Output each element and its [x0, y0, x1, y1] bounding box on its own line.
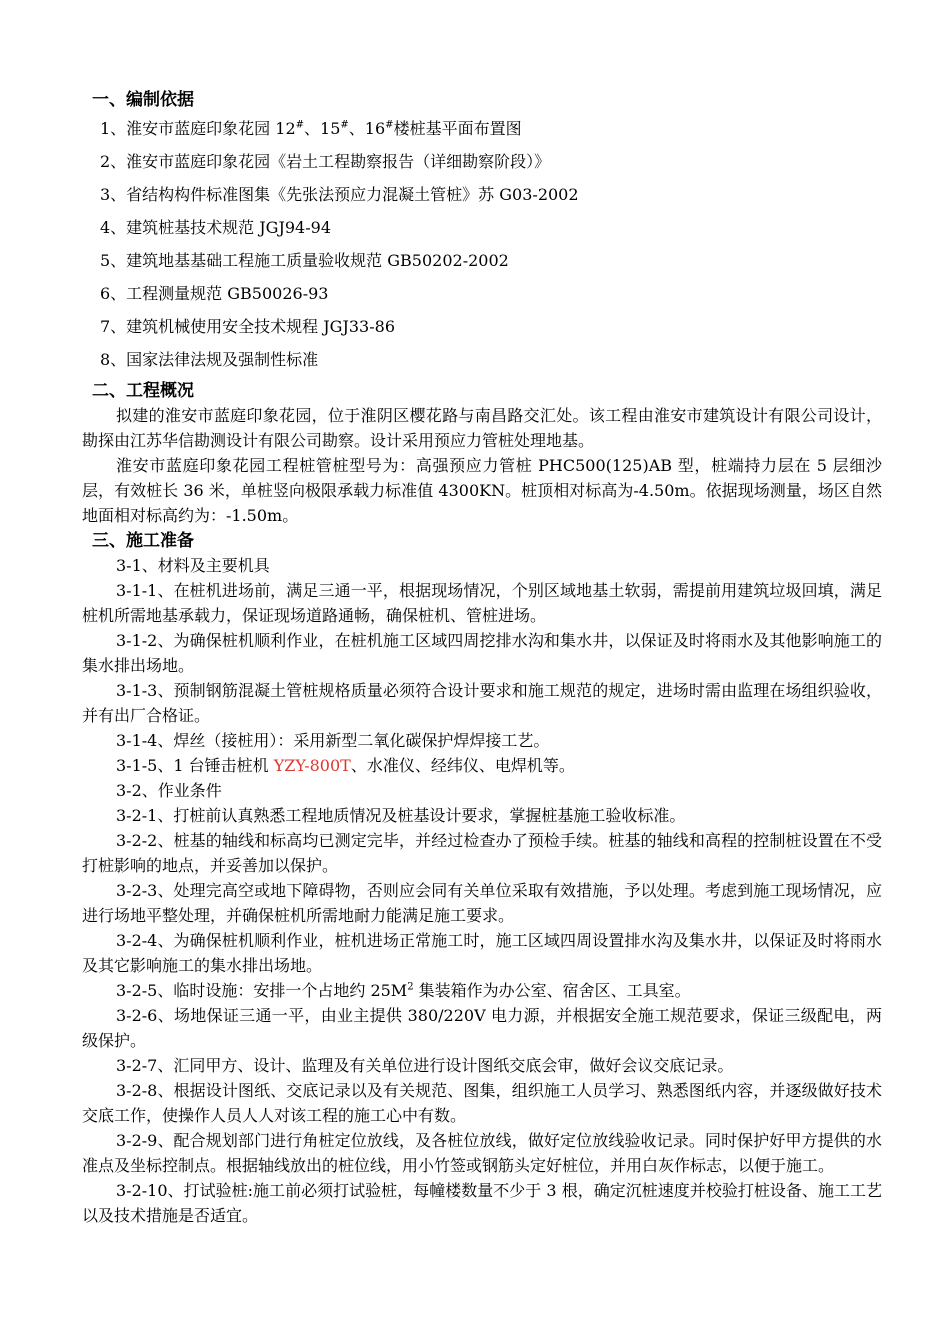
overview-paragraph-1: 拟建的淮安市蓝庭印象花园，位于淮阴区樱花路与南昌路交汇处。该工程由淮安市建筑设计有限公司设计，勘探由江苏华信勘测设计有限公司勘察。设计采用预应力管桩处理地基。 [82, 406, 882, 450]
basis-item-6: 6、工程测量规范 GB50026-93 [100, 284, 329, 303]
paragraph-3-2-8: 3-2-8、根据设计图纸、交底记录以及有关规范、图集，组织施工人员学习、熟悉图纸内容，并逐级做好技术交底工作，使操作人员人人对该工程的施工心中有数。 [82, 1081, 882, 1125]
paragraph-3-1-1: 3-1-1、在桩机进场前，满足三通一平，根据现场情况，个别区域地基土软弱，需提前用建筑垃圾回填，满足桩机所需地基承载力，保证现场道路通畅，确保桩机、管桩进场。 [82, 581, 882, 625]
paragraph-3-2-3: 3-2-3、处理完高空或地下障碍物，否则应会同有关单位采取有效措施，予以处理。考虑到施工现场情况，应进行场地平整处理，并确保桩机所需地耐力能满足施工要求。 [82, 881, 882, 925]
basis-item-7: 7、建筑机械使用安全技术规程 JGJ33-86 [100, 317, 396, 336]
paragraph-3-1-5: 3-1-5、1 台锤击桩机 YZY-800T、水准仪、经纬仪、电焊机等。 [116, 756, 575, 775]
section-heading-overview: 二、工程概况 [92, 381, 194, 401]
paragraph-3-2-4: 3-2-4、为确保桩机顺利作业，桩机进场正常施工时，施工区域四周设置排水沟及集水井，以保证及时将雨水及其它影响施工的集水排出场地。 [82, 931, 882, 975]
pile-driver-model: YZY-800T [273, 756, 351, 775]
subsection-conditions: 3-2、作业条件 [116, 781, 222, 800]
section-heading-preparation: 三、施工准备 [92, 531, 194, 551]
basis-item-5: 5、建筑地基基础工程施工质量验收规范 GB50202-2002 [100, 251, 509, 270]
document-page [82, 88, 882, 1228]
overview-paragraph-2: 淮安市蓝庭印象花园工程桩管桩型号为：高强预应力管桩 PHC500(125)AB 型，桩端持力层在 5 层细沙层，有效桩长 36 米，单桩竖向极限承载力标准值 4300KN。桩顶相对标高为-4.50m。依据现场测量，场区自然地面相对标高约为：-1.50m。 [82, 456, 882, 525]
basis-item-8: 8、国家法律法规及强制性标准 [100, 350, 319, 369]
paragraph-3-2-9: 3-2-9、配合规划部门进行角桩定位放线，及各桩位放线，做好定位放线验收记录。同时保护好甲方提供的水准点及坐标控制点。根据轴线放出的桩位线，用小竹签或钢筋头定好桩位，并用白灰作标志，以便于施工。 [82, 1131, 882, 1175]
paragraph-3-2-6: 3-2-6、场地保证三通一平，由业主提供 380/220V 电力源，并根据安全施工规范要求，保证三级配电，两级保护。 [82, 1006, 882, 1050]
subsection-materials: 3-1、材料及主要机具 [116, 556, 270, 575]
basis-item-4: 4、建筑桩基技术规范 JGJ94-94 [100, 218, 332, 237]
paragraph-3-2-2: 3-2-2、桩基的轴线和标高均已测定完毕，并经过检查办了预检手续。桩基的轴线和高程的控制桩设置在不受打桩影响的地点，并妥善加以保护。 [82, 831, 882, 875]
paragraph-3-1-2: 3-1-2、为确保桩机顺利作业，在桩机施工区域四周挖排水沟和集水井，以保证及时将雨水及其他影响施工的集水排出场地。 [82, 631, 882, 675]
paragraph-3-2-1: 3-2-1、打桩前认真熟悉工程地质情况及桩基设计要求，掌握桩基施工验收标准。 [116, 806, 686, 825]
paragraph-3-2-7: 3-2-7、汇同甲方、设计、监理及有关单位进行设计图纸交底会审，做好会议交底记录。 [116, 1056, 734, 1075]
basis-item-2: 2、淮安市蓝庭印象花园《岩土工程勘察报告（详细勘察阶段）》 [100, 152, 551, 171]
paragraph-3-1-3: 3-1-3、预制钢筋混凝土管桩规格质量必须符合设计要求和施工规范的规定，进场时需由监理在场组织验收，并有出厂合格证。 [82, 681, 882, 725]
paragraph-3-1-4: 3-1-4、焊丝（接桩用）：采用新型二氧化碳保护焊焊接工艺。 [116, 731, 550, 750]
section-heading-basis: 一、编制依据 [92, 90, 194, 110]
paragraph-3-2-5: 3-2-5、临时设施：安排一个占地约 $25M^2$ 集装箱作为办公室、宿舍区、工具室。 [116, 981, 691, 1000]
basis-item-1: 1、淮安市蓝庭印象花园 12#、15#、16#楼桩基平面布置图 [100, 119, 522, 138]
basis-item-3: 3、省结构构件标准图集《先张法预应力混凝土管桩》苏 G03-2002 [100, 185, 579, 204]
paragraph-3-2-10: 3-2-10、打试验桩:施工前必须打试验桩，每幢楼数量不少于 3 根，确定沉桩速度并校验打桩设备、施工工艺以及技术措施是否适宜。 [82, 1181, 882, 1225]
